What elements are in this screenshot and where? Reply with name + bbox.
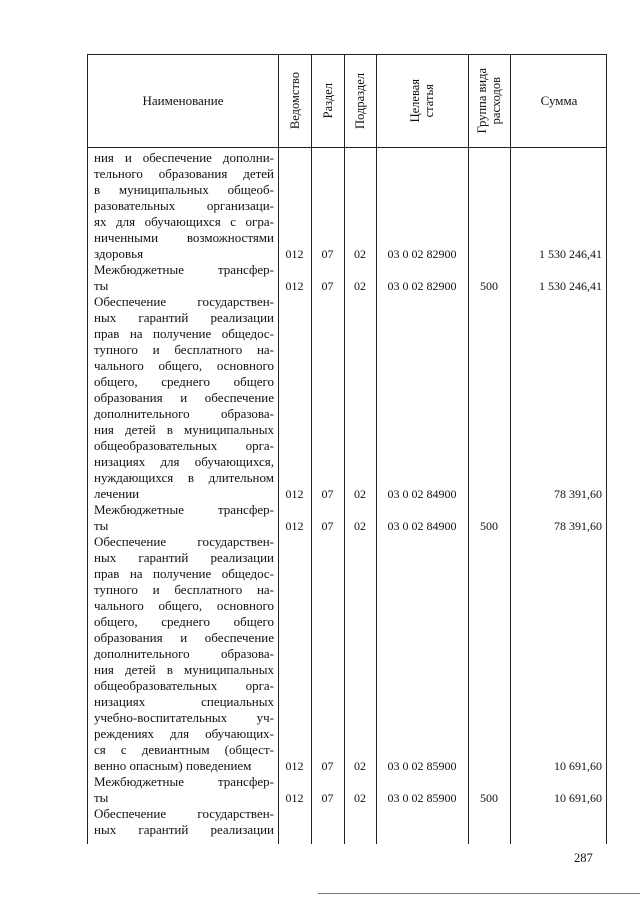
row-name: Межбюджетные трансфер- ты [94, 502, 274, 533]
row-celevaya: 03 0 02 85900 [387, 759, 457, 773]
row-razdel: 07 [321, 247, 334, 261]
row-name: Межбюджетные трансфер- ты [94, 262, 274, 293]
table-row [88, 294, 606, 502]
header-podrazdel [344, 55, 376, 147]
row-gruppa: 500 [480, 519, 498, 533]
row-razdel: 07 [321, 519, 334, 533]
row-razdel: 07 [321, 279, 334, 293]
table-row [88, 806, 606, 842]
row-vedomstvo: 012 [285, 487, 304, 501]
row-vedomstvo: 012 [285, 791, 304, 805]
row-podrazdel: 02 [354, 791, 366, 805]
header-name [88, 55, 278, 147]
header-razdel-label: Раздел [320, 83, 335, 119]
row-podrazdel: 02 [354, 279, 366, 293]
row-celevaya: 03 0 02 82900 [387, 279, 457, 293]
table-row [88, 150, 606, 262]
row-celevaya: 03 0 02 85900 [387, 791, 457, 805]
header-vedomstvo-label: Ведомство [287, 72, 302, 130]
table-row [88, 502, 606, 534]
row-summa: 78 391,60 [554, 487, 602, 501]
header-razdel [311, 55, 344, 147]
header-celevaya [376, 55, 468, 147]
header-summa [510, 55, 608, 147]
table-row [88, 774, 606, 806]
row-summa: 1 530 246,41 [539, 247, 602, 261]
budget-table [87, 54, 607, 844]
page-number: 287 [574, 851, 593, 865]
bottom-rule [318, 893, 640, 894]
row-gruppa: 500 [480, 791, 498, 805]
table-row [88, 262, 606, 294]
row-celevaya: 03 0 02 82900 [387, 247, 457, 261]
row-name: Обеспечение государствен- ных гарантий реализации прав на получение общедос- тупного и бесплатного на- чального общего, основного общего, среднего общего образования и обеспечение дополнительного образова- ния детей в муниципальных общеобразовательных орга- низациях для обучающихся, нуждающихся в длительном лечении [94, 294, 274, 501]
header-divider [88, 147, 606, 148]
row-gruppa: 500 [480, 279, 498, 293]
header-name-label: Наименование [142, 93, 224, 108]
header-gruppa-label: Группа вида расходов [475, 68, 503, 134]
header-vedomstvo [278, 55, 311, 147]
row-name: Обеспечение государствен- ных гарантий реализации [94, 806, 274, 837]
row-podrazdel: 02 [354, 487, 366, 501]
row-summa: 1 530 246,41 [539, 279, 602, 293]
row-celevaya: 03 0 02 84900 [387, 519, 457, 533]
table-row [88, 534, 606, 774]
row-razdel: 07 [321, 487, 334, 501]
row-vedomstvo: 012 [285, 279, 304, 293]
row-celevaya: 03 0 02 84900 [387, 487, 457, 501]
row-name: ния и обеспечение дополни- тельного образования детей в муниципальных общеоб- разовательных организаци- ях для обучающихся с огра- ниченными возможностями здоровья [94, 150, 274, 261]
row-podrazdel: 02 [354, 519, 366, 533]
header-podrazdel-label: Подраздел [353, 73, 367, 129]
row-summa: 10 691,60 [554, 759, 602, 773]
header-celevaya-label: Целевая статья [408, 79, 436, 123]
row-name: Межбюджетные трансфер- ты [94, 774, 274, 805]
row-razdel: 07 [321, 791, 334, 805]
row-vedomstvo: 012 [285, 759, 304, 773]
row-summa: 78 391,60 [554, 519, 602, 533]
row-vedomstvo: 012 [285, 247, 304, 261]
row-name: Обеспечение государствен- ных гарантий реализации прав на получение общедос- тупного и бесплатного на- чального общего, основного общего, среднего общего образования и обеспечение дополнительного образова- ния детей в муниципальных общеобразовательных орга- низациях специальных учебно-воспитательных уч- реждениях для обучающих- ся с девиантным (общест- венно опасным) поведением [94, 534, 274, 773]
row-summa: 10 691,60 [554, 791, 602, 805]
header-summa-label: Сумма [540, 93, 578, 108]
row-podrazdel: 02 [354, 247, 366, 261]
header-gruppa [468, 55, 510, 147]
row-razdel: 07 [321, 759, 334, 773]
row-podrazdel: 02 [354, 759, 366, 773]
row-vedomstvo: 012 [285, 519, 304, 533]
